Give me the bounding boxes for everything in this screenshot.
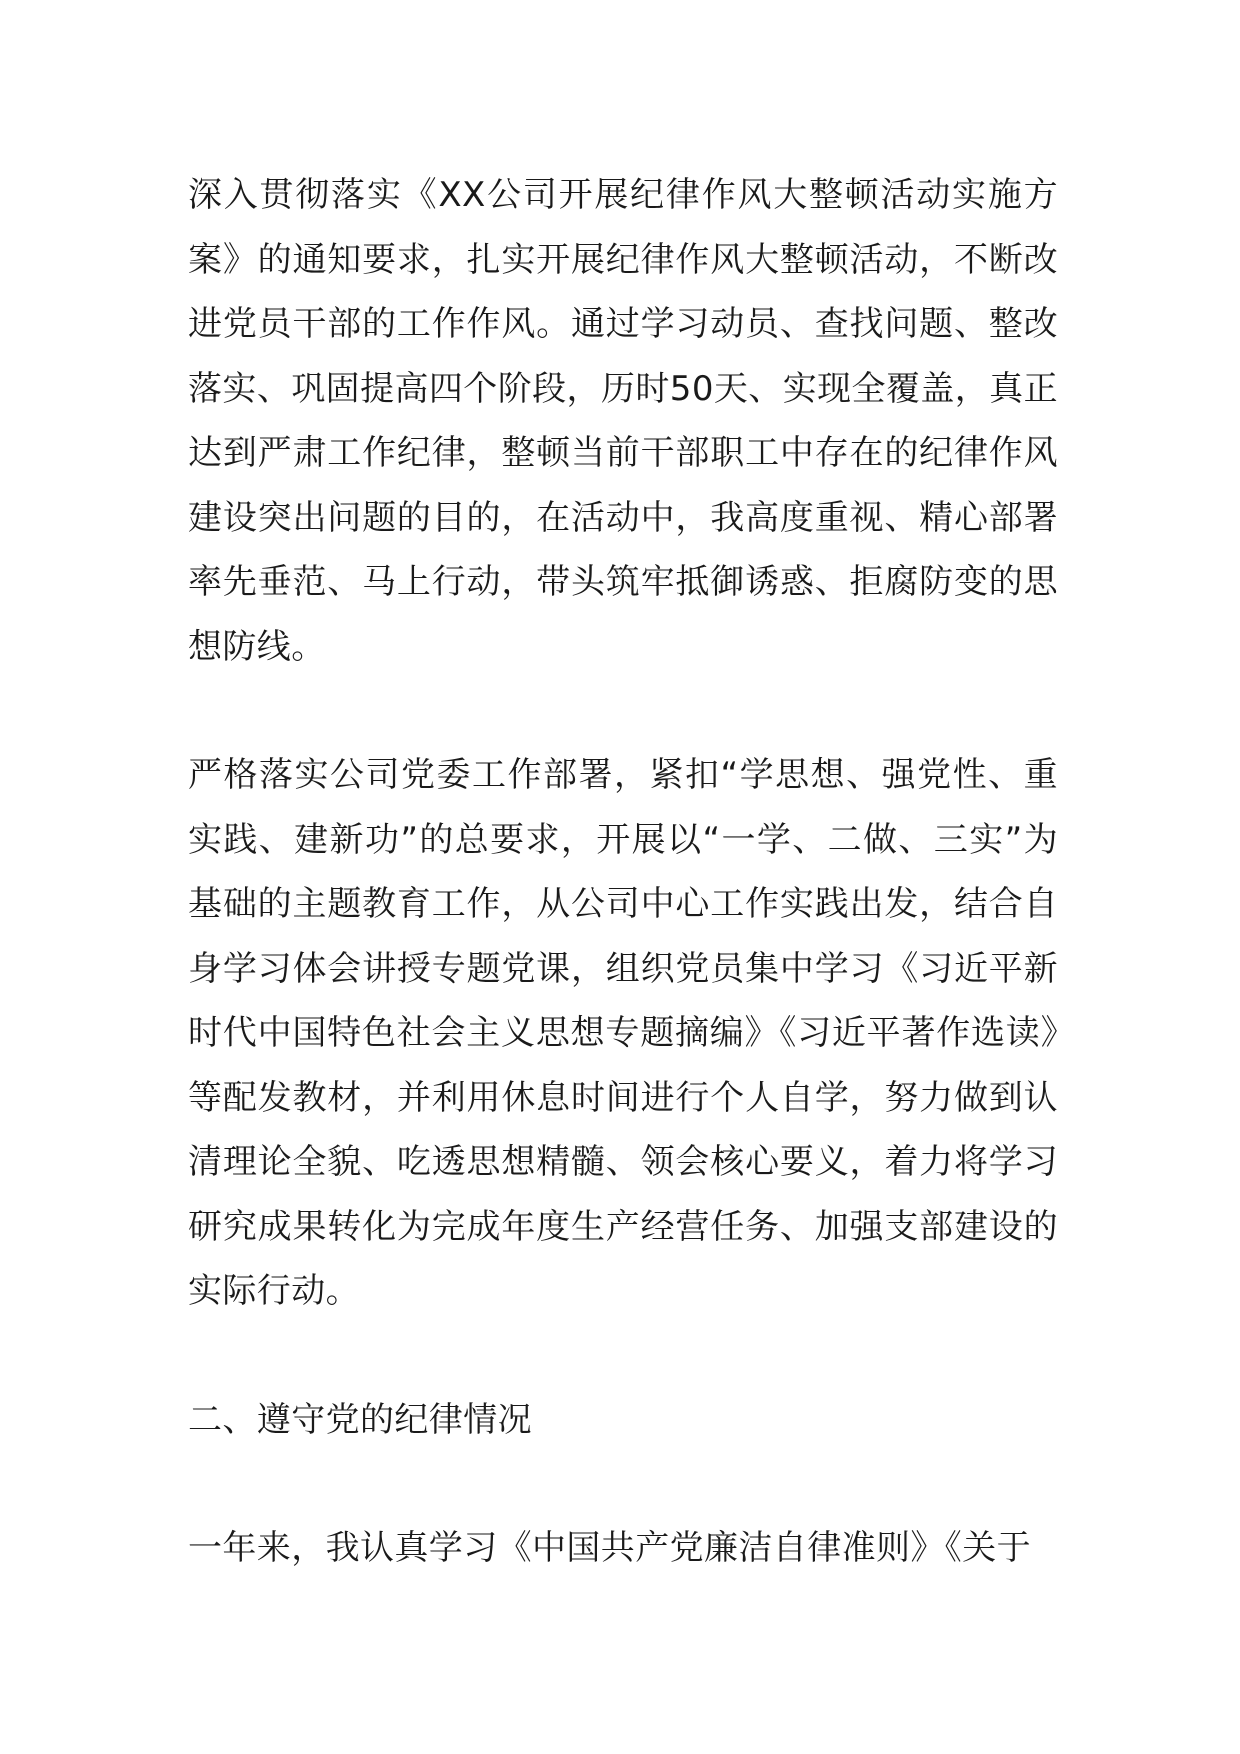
paragraph-party-discipline: 一年来，我认真学习《中国共产党廉洁自律准则》《关于: [188, 1528, 1031, 1568]
paragraph-theme-education: 严格落实公司党委工作部署，紧扣“学思想、强党性、重实践、建新功”的总要求，开展以“一学、二做、三实”为基础的主题教育工作，从公司中心工作实践出发，结合自身学习体会讲授专题党课，组织党员集中学习《习近平新时代中国特色社会主义思想专题摘编》《习近平著作选读》等配发教材，并利用休息时间进行个人自学，努力做到认清理论全貌、吃透思想精髓、领会核心要义，着力将学习研究成果转化为完成年度生产经营任务、加强支部建设的实际行动。: [188, 755, 1058, 1311]
paragraph-discipline-rectification: 深入贯彻落实《XX公司开展纪律作风大整顿活动实施方案》的通知要求，扎实开展纪律作风大整顿活动，不断改进党员干部的工作作风。通过学习动员、查找问题、整改落实、巩固提高四个阶段，历时50天、实现全覆盖，真正达到严肃工作纪律，整顿当前干部职工中存在的纪律作风建设突出问题的目的，在活动中，我高度重视、精心部署率先垂范、马上行动，带头筑牢抵御诱惑、拒腐防变的思想防线。: [188, 175, 1058, 667]
document-body: [188, 163, 1058, 1581]
section-heading: 二、遵守党的纪律情况: [188, 1399, 532, 1440]
